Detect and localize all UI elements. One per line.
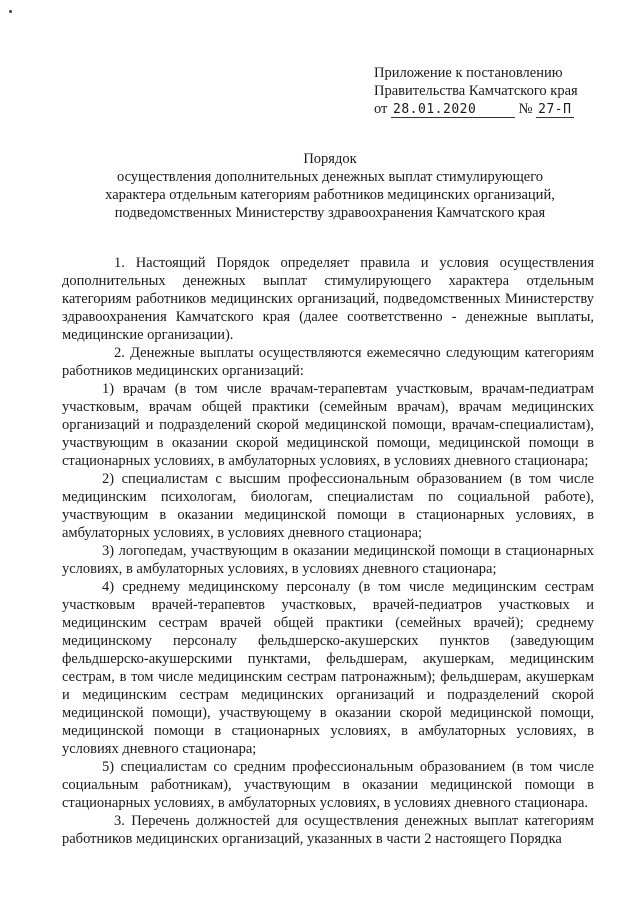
- appendix-line-1: Приложение к постановлению: [374, 65, 563, 81]
- paragraph-2: 2. Денежные выплаты осуществляются ежемесячно следующим категориям работников медицинских организаций:: [62, 345, 594, 379]
- paragraph-1: 1. Настоящий Порядок определяет правила и условия осуществления дополнительных денежных выплат стимулирующего характера отдельным категориям работников медицинских организаций, подведомственных Министерству здравоохранения Камчатского края (далее соответственно - денежные выплаты, медицинские организации).: [62, 255, 594, 343]
- list-item-3: 3) логопедам, участвующим в оказании медицинской помощи в стационарных условиях, в амбулаторных условиях, в условиях дневного стационара;: [62, 543, 594, 577]
- appendix-date-line: [374, 100, 634, 118]
- resolution-date: 28.01.2020: [391, 103, 515, 118]
- resolution-number: 27-П: [536, 103, 574, 118]
- list-item-4: 4) среднему медицинскому персоналу (в том числе медицинским сестрам участковым врачей-терапевтов участковых, врачей-педиатров участковых и медицинским сестрам врачей общей практики (семейных врачей); среднему медицинскому персоналу фельдшерско-акушерских пунктов (заведующим фельдшерско-акушерскими пунктами, фельдшерам, акушеркам, медицинским сестрам, в том числе медицинским сестрам патронажным); фельдшерам, акушеркам и медицинским сестрам медицинских организаций и подразделений скорой медицинской помощи), участвующему в оказании скорой медицинской помощи, медицинской помощи в стационарных условиях, в амбулаторных условиях, в условиях дневного стационара;: [62, 579, 594, 757]
- title-line-2: характера отдельным категориям работников медицинских организаций,: [105, 187, 555, 203]
- document-body: [62, 254, 594, 848]
- appendix-line-2: Правительства Камчатского края: [374, 83, 578, 99]
- scan-speck: [9, 10, 12, 13]
- document-title: [60, 150, 600, 222]
- title-line-1: осуществления дополнительных денежных выплат стимулирующего: [116, 169, 544, 185]
- list-item-5: 5) специалистам со средним профессиональным образованием (в том числе социальным работникам), участвующим в оказании медицинской помощи в стационарных условиях, в амбулаторных условиях, в условиях дневного стационара.: [62, 759, 594, 811]
- title-line-3: подведомственных Министерству здравоохранения Камчатского края: [114, 205, 546, 221]
- from-label: от: [374, 101, 388, 117]
- list-item-1: 1) врачам (в том числе врачам-терапевтам участковым, врачам-педиатрам участковым, врачам общей практики (семейным врачам), врачам медицинских организаций и подразделений скорой медицинской помощи, врачам-специалистам), участвующим в оказании скорой медицинской помощи, медицинской помощи в стационарных условиях, в амбулаторных условиях, в условиях дневного стационара;: [62, 381, 594, 469]
- paragraph-3: 3. Перечень должностей для осуществления денежных выплат категориям работников медицинских организаций, указанных в части 2 настоящего Порядка: [62, 813, 594, 847]
- number-label: №: [518, 101, 533, 117]
- appendix-block: [374, 64, 634, 118]
- title-heading: Порядок: [303, 151, 357, 167]
- list-item-2: 2) специалистам с высшим профессиональным образованием (в том числе медицинским психологам, биологам, специалистам по социальной работе), участвующим в оказании медицинской помощи в стационарных условиях, в амбулаторных условиях, в условиях дневного стационара;: [62, 471, 594, 541]
